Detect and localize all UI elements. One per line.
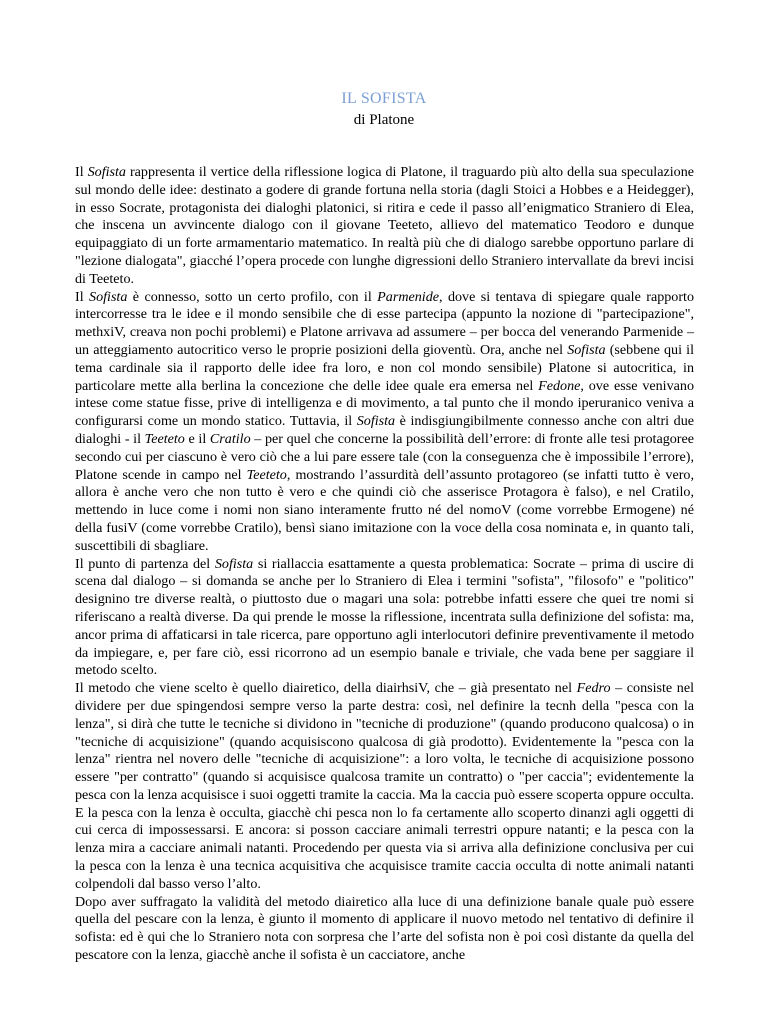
text-run: – per quel che concerne la possibilità dell’errore: di fronte alle tesi protagoree secondo cui per ciascuno è vero ciò che a lui pare essere tale (con la conseguenza che è impossibile l’errore), Platone scende in campo nel — [75, 430, 694, 483]
text-run: – consiste nel dividere per due spingendosi sempre verso la parte destra: così, nel definire la tecnh della "pesca con la lenza", si dirà che tutte le tecniche si dividono in "tecniche di produzione" (quando producono qualcosa) o in "tecniche di acquisizione" (quando acquisiscono qualcosa di già prodotto). Evidentemente la "pesca con la lenza" rientra nel novero delle "tecniche di acquisizione": a loro volta, le tecniche di acquisizione possono essere "per contratto" (quando si acquisisce qualcosa tramite un contratto) o "per caccia"; evidentemente la pesca con la lenza acquisisce i suoi oggetti tramite la caccia. Ma la caccia può essere scoperta oppure occulta. E la pesca con la lenza è occulta, giacchè chi pesca non lo fa certamente allo scoperto dinanzi agli oggetti di cui cerca di impossessarsi. E ancora: si posson cacciare animali terrestri oppure natanti; e la pesca con la lenza mira a cacciare animali natanti. Procedendo per questa via si arriva alla definizione conclusiva per cui la pesca con la lenza è una tecnica acquisitiva che acquisisce tramite caccia occulta di notte animali natanti colpendoli dal basso verso l’alto. — [75, 680, 694, 892]
text-run: Il punto di partenza del — [75, 555, 215, 572]
text-run: , ove esse venivano intese come statue fisse, prive di intelligenza e di movimento, a tal punto che il mondo iperuranico veniva a configurarsi come un mondo statico. Tuttavia, il — [75, 377, 694, 430]
italic-title-ref: Sofista — [89, 288, 128, 305]
italic-title-ref: Sofista — [356, 413, 396, 430]
text-run: è indisgiungibilmente connesso anche con altri due dialoghi - il — [75, 413, 694, 447]
italic-title-ref: Parmenide — [377, 288, 440, 305]
italic-title-ref: Cratilo — [209, 430, 251, 447]
italic-title-ref: Sofista — [214, 555, 254, 572]
italic-title-ref: Fedone — [538, 377, 581, 394]
text-run: si riallaccia esattamente a questa problematica: Socrate – prima di uscire di scena dal dialogo – si domanda se anche per lo Straniero di Elea i termini "sofista", "filosofo" e "politico" designino tre diverse realtà, o piuttosto due o magari una sola: potrebbe infatti essere che quei tre nomi si riferiscano a realtà diverse. Da qui prende le mosse la riflessione, incentrata sulla definizione del sofista: ma, ancor prima di affaticarsi in tale ricerca, pare opportuno agli interlocutori definire preventivamente il metodo da impiegare, e, per fare ciò, essi ricorrono ad un esempio banale e triviale, che vada bene per saggiare il metodo scelto. — [75, 555, 694, 679]
body-paragraph — [75, 289, 694, 556]
italic-title-ref: Teeteto — [144, 430, 185, 447]
italic-title-ref: Sofista — [567, 341, 606, 358]
body-paragraph — [75, 164, 694, 289]
text-run: , dove si tentava di spiegare quale rapporto intercorresse tra le idee e il mondo sensibile che di esse partecipa (appunto la nozione di "partecipazione", methxiV, creava non pochi problemi) e Platone arrivava ad assumere – per bocca del venerando Parmenide – un atteggiamento autocritico verso le proprie posizioni della gioventù. Ora, anche nel — [75, 288, 694, 358]
text-run: Il — [75, 288, 90, 305]
text-run: (sebbene qui il tema cardinale sia il rapporto delle idee fra loro, e non col mondo sensibile) Platone si autocritica, in particolare mette alla berlina la concezione che delle idee quale era emersa nel — [75, 341, 694, 394]
body-paragraph — [75, 680, 694, 894]
text-run: Dopo aver suffragato la validità del metodo diairetico alla luce di una definizione banale quale può essere quella del pescare con la lenza, è giunto il momento di applicare il nuovo metodo nel tentativo di definire il sofista: ed è qui che lo Straniero nota con sorpresa che l’arte del sofista non è poi così distante da quella del pescatore con la lenza, giacchè anche il sofista è un cacciatore, anche — [75, 893, 694, 964]
italic-title-ref: Sofista — [87, 164, 126, 180]
italic-title-ref: Teeteto — [246, 466, 287, 483]
document-body — [75, 164, 694, 965]
body-paragraph — [75, 894, 694, 965]
document-title: IL SOFISTA — [341, 90, 427, 107]
text-run: Il metodo che viene scelto è quello diairetico, della diairhsiV, che – già presentato nel — [75, 680, 577, 697]
text-run: , mostrando l’assurdità dell’assunto protagoreo (se infatti tutto è vero, allora è anche vero che non tutto è vero e che quindi ciò che asserisce Protagora è falso), e nel Cratilo, mettendo in luce come i nomi non siano interamente frutto né del nomoV (come vorrebbe Ermogene) né della fusiV (come vorrebbe Cratilo), bensì siano imitazione con la voce della cosa nominata e, in quanto tali, suscettibili di sbagliare. — [75, 466, 695, 554]
text-run: rappresenta il vertice della riflessione logica di Platone, il traguardo più alto della sua speculazione sul mondo delle idee: destinato a godere di grande fortuna nella storia (dagli Stoici a Hobbes e a Heidegger), in esso Socrate, protagonista dei dialoghi platonici, si ritira e cede il passo all’enigmatico Straniero di Elea, che inscena un avvincente dialogo con il giovane Teeteto, allievo del matematico Teodoro e dunque equipaggiato di un forte armamentario matematico. In realtà più che di dialogo sarebbe opportuno parlare di "lezione dialogata", giacché l’opera procede con lunghe digressioni dello Straniero intervallate da brevi incisi di Teeteto. — [75, 164, 694, 287]
text-run: e il — [184, 430, 210, 447]
italic-title-ref: Fedro — [576, 680, 611, 697]
text-run: Il — [75, 164, 88, 180]
document-subtitle: di Platone — [353, 112, 415, 128]
body-paragraph — [75, 556, 694, 681]
text-run: è connesso, sotto un certo profilo, con il — [127, 288, 378, 305]
